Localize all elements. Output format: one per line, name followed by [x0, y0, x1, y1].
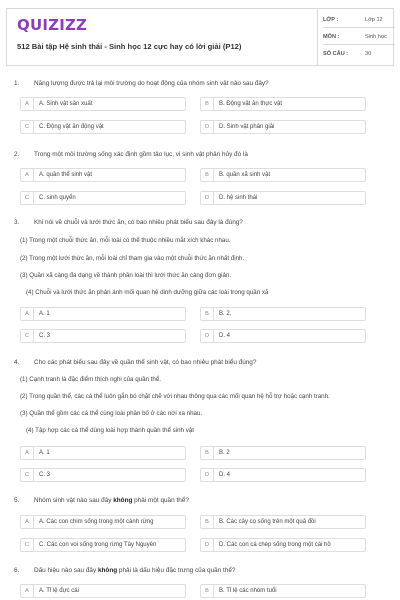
option-letter: B	[201, 447, 214, 459]
option-b[interactable]	[200, 168, 366, 182]
option-letter: D	[201, 539, 214, 551]
meta-label: MÔN :	[323, 34, 340, 40]
option-text: C. Động vật ăn động vật	[39, 124, 104, 130]
page-title: 512 Bài tập Hệ sinh thái - Sinh học 12 cực hay có lời giải (P12)	[17, 42, 242, 51]
option-letter: D	[201, 192, 214, 204]
option-text: D. Sinh vật phân giải	[219, 124, 275, 130]
option-a[interactable]	[20, 307, 186, 321]
question-text	[34, 567, 384, 574]
statement-4: (4) Chuỗi và lưới thức ăn phản ánh mối quan hệ dinh dưỡng giữa các loài trong quần xã	[26, 289, 269, 296]
option-text: A. Các con chim sống trong một cánh rừng	[39, 519, 154, 525]
question-number: 2.	[14, 151, 20, 158]
question-text-before: Nhóm sinh vật nào sau đây	[34, 497, 114, 504]
question-text: Trong một môi trường sống xác định gồm tảo lục, vi sinh vật phân hủy đó là	[34, 151, 248, 158]
question-number: 3.	[14, 219, 20, 226]
option-letter: D	[201, 469, 214, 481]
quizizz-logo: QUIZIZZ	[17, 16, 88, 34]
option-letter: B	[201, 98, 214, 110]
option-a[interactable]	[20, 168, 186, 182]
statement-2: (2) Trong quần thể, các cá thể luôn gắn bó chặt chẽ với nhau thông qua các mối quan hệ hỗ trợ hoặc cạnh tranh.	[20, 393, 330, 400]
option-a[interactable]	[20, 515, 186, 529]
option-text: D. 4	[219, 472, 231, 478]
meta-value: Sinh học	[365, 34, 387, 40]
option-b[interactable]	[200, 307, 366, 321]
option-letter: A	[21, 585, 34, 597]
statement-4: (4) Tập hợp các cá thể dùng loài hợp thành quần thể sinh vật	[26, 427, 194, 434]
question-number: 5.	[14, 497, 20, 504]
option-b[interactable]	[200, 584, 366, 598]
option-text: B. Động vật ăn thực vật	[219, 101, 283, 107]
option-text: A. Tỉ lệ đực cái	[39, 588, 79, 594]
option-d[interactable]	[200, 329, 366, 343]
option-letter: A	[21, 516, 34, 528]
option-d[interactable]	[200, 191, 366, 205]
option-text: C. Các con voi sống trong rừng Tây Nguyên	[39, 542, 157, 548]
option-text: C. sinh quyển	[39, 195, 76, 201]
option-text: B. 2.	[219, 311, 232, 317]
option-letter: C	[21, 330, 34, 342]
statement-3: (3) Quần xã càng đa dạng về thành phần loài thì lưới thức ăn càng đơn giản.	[20, 272, 232, 279]
question-text-emphasis: không	[97, 567, 118, 574]
option-letter: B	[201, 308, 214, 320]
option-text: B. quần xã sinh vật	[219, 172, 271, 178]
question-text: Cho các phát biểu sau đây về quần thể sinh vật, có bao nhiêu phát biểu đúng?	[34, 359, 257, 366]
question-text: Năng lượng được trả lại môi trường do hoạt động của nhóm sinh vật nào sau đây?	[34, 80, 269, 87]
meta-row-question-count	[323, 46, 395, 62]
option-letter: A	[21, 169, 34, 181]
question-text	[34, 497, 384, 504]
option-text: B. Tỉ lệ các nhóm tuổi	[219, 588, 277, 594]
option-letter: B	[201, 585, 214, 597]
meta-value: Lớp 12	[365, 17, 383, 23]
option-letter: D	[201, 330, 214, 342]
option-b[interactable]	[200, 446, 366, 460]
option-letter: D	[201, 121, 214, 133]
statement-2: (2) Trong một lưới thức ăn, mỗi loài chỉ tham gia vào một chuỗi thức ăn nhất định.	[20, 255, 245, 262]
option-letter: A	[21, 447, 34, 459]
option-c[interactable]	[20, 120, 186, 134]
option-d[interactable]	[200, 538, 366, 552]
question-text-after: phải một quần thể?	[132, 497, 189, 504]
option-text: B. 2	[219, 450, 230, 456]
option-d[interactable]	[200, 120, 366, 134]
option-d[interactable]	[200, 468, 366, 482]
question-text: Khi nói về chuỗi và lưới thức ăn, có bao nhiêu phát biểu sau đây là đúng?	[34, 219, 243, 226]
statement-1: (1) Cạnh tranh là đặc điểm thích nghi của quần thể.	[20, 376, 162, 383]
question-text-emphasis: không	[113, 497, 133, 504]
meta-label: SỐ CÂU :	[323, 51, 349, 57]
option-text: C. 3	[39, 333, 51, 339]
option-c[interactable]	[20, 329, 186, 343]
option-text: A. 1	[39, 311, 50, 317]
option-letter: A	[21, 308, 34, 320]
statement-1: (1) Trong một chuỗi thức ăn, mỗi loài có thể thuộc nhiều mắt xích khác nhau.	[20, 237, 231, 244]
header-divider	[317, 9, 318, 65]
option-letter: B	[201, 169, 214, 181]
option-letter: C	[21, 121, 34, 133]
meta-label: LỚP :	[323, 17, 339, 23]
option-b[interactable]	[200, 97, 366, 111]
option-a[interactable]	[20, 446, 186, 460]
option-text: A. 1	[39, 450, 50, 456]
meta-value: 30	[365, 51, 372, 57]
option-letter: B	[201, 516, 214, 528]
option-b[interactable]	[200, 515, 366, 529]
meta-row-grade	[323, 12, 395, 28]
option-letter: C	[21, 539, 34, 551]
statement-3: (3) Quần thể gồm các cá thể cùng loài phân bố ở các nơi xa nhau.	[20, 410, 203, 417]
option-c[interactable]	[20, 468, 186, 482]
question-number: 6.	[14, 567, 20, 574]
question-number: 1.	[14, 80, 20, 87]
option-text: D. 4	[219, 333, 231, 339]
option-a[interactable]	[20, 97, 186, 111]
meta-row-subject	[323, 29, 395, 45]
option-letter: A	[21, 98, 34, 110]
question-text-after: phải là dấu hiệu đặc trưng của quần thể?	[117, 567, 236, 574]
option-text: C. 3	[39, 472, 51, 478]
option-c[interactable]	[20, 191, 186, 205]
option-letter: C	[21, 192, 34, 204]
question-number: 4.	[14, 359, 20, 366]
option-c[interactable]	[20, 538, 186, 552]
option-text: B. Các cây cọ sống trên một quả đồi	[219, 519, 316, 525]
worksheet-header	[6, 8, 394, 66]
option-text: D. hệ sinh thái	[219, 195, 258, 201]
option-text: A. Sinh vật sản xuất	[39, 101, 93, 107]
option-letter: C	[21, 469, 34, 481]
question-text-before: Dấu hiệu nào sau đây	[34, 567, 98, 574]
option-text: D. Các con cá chép sống trong một cái hồ	[219, 542, 331, 548]
option-text: A. quần thể sinh vật	[39, 172, 93, 178]
option-a[interactable]	[20, 584, 186, 598]
